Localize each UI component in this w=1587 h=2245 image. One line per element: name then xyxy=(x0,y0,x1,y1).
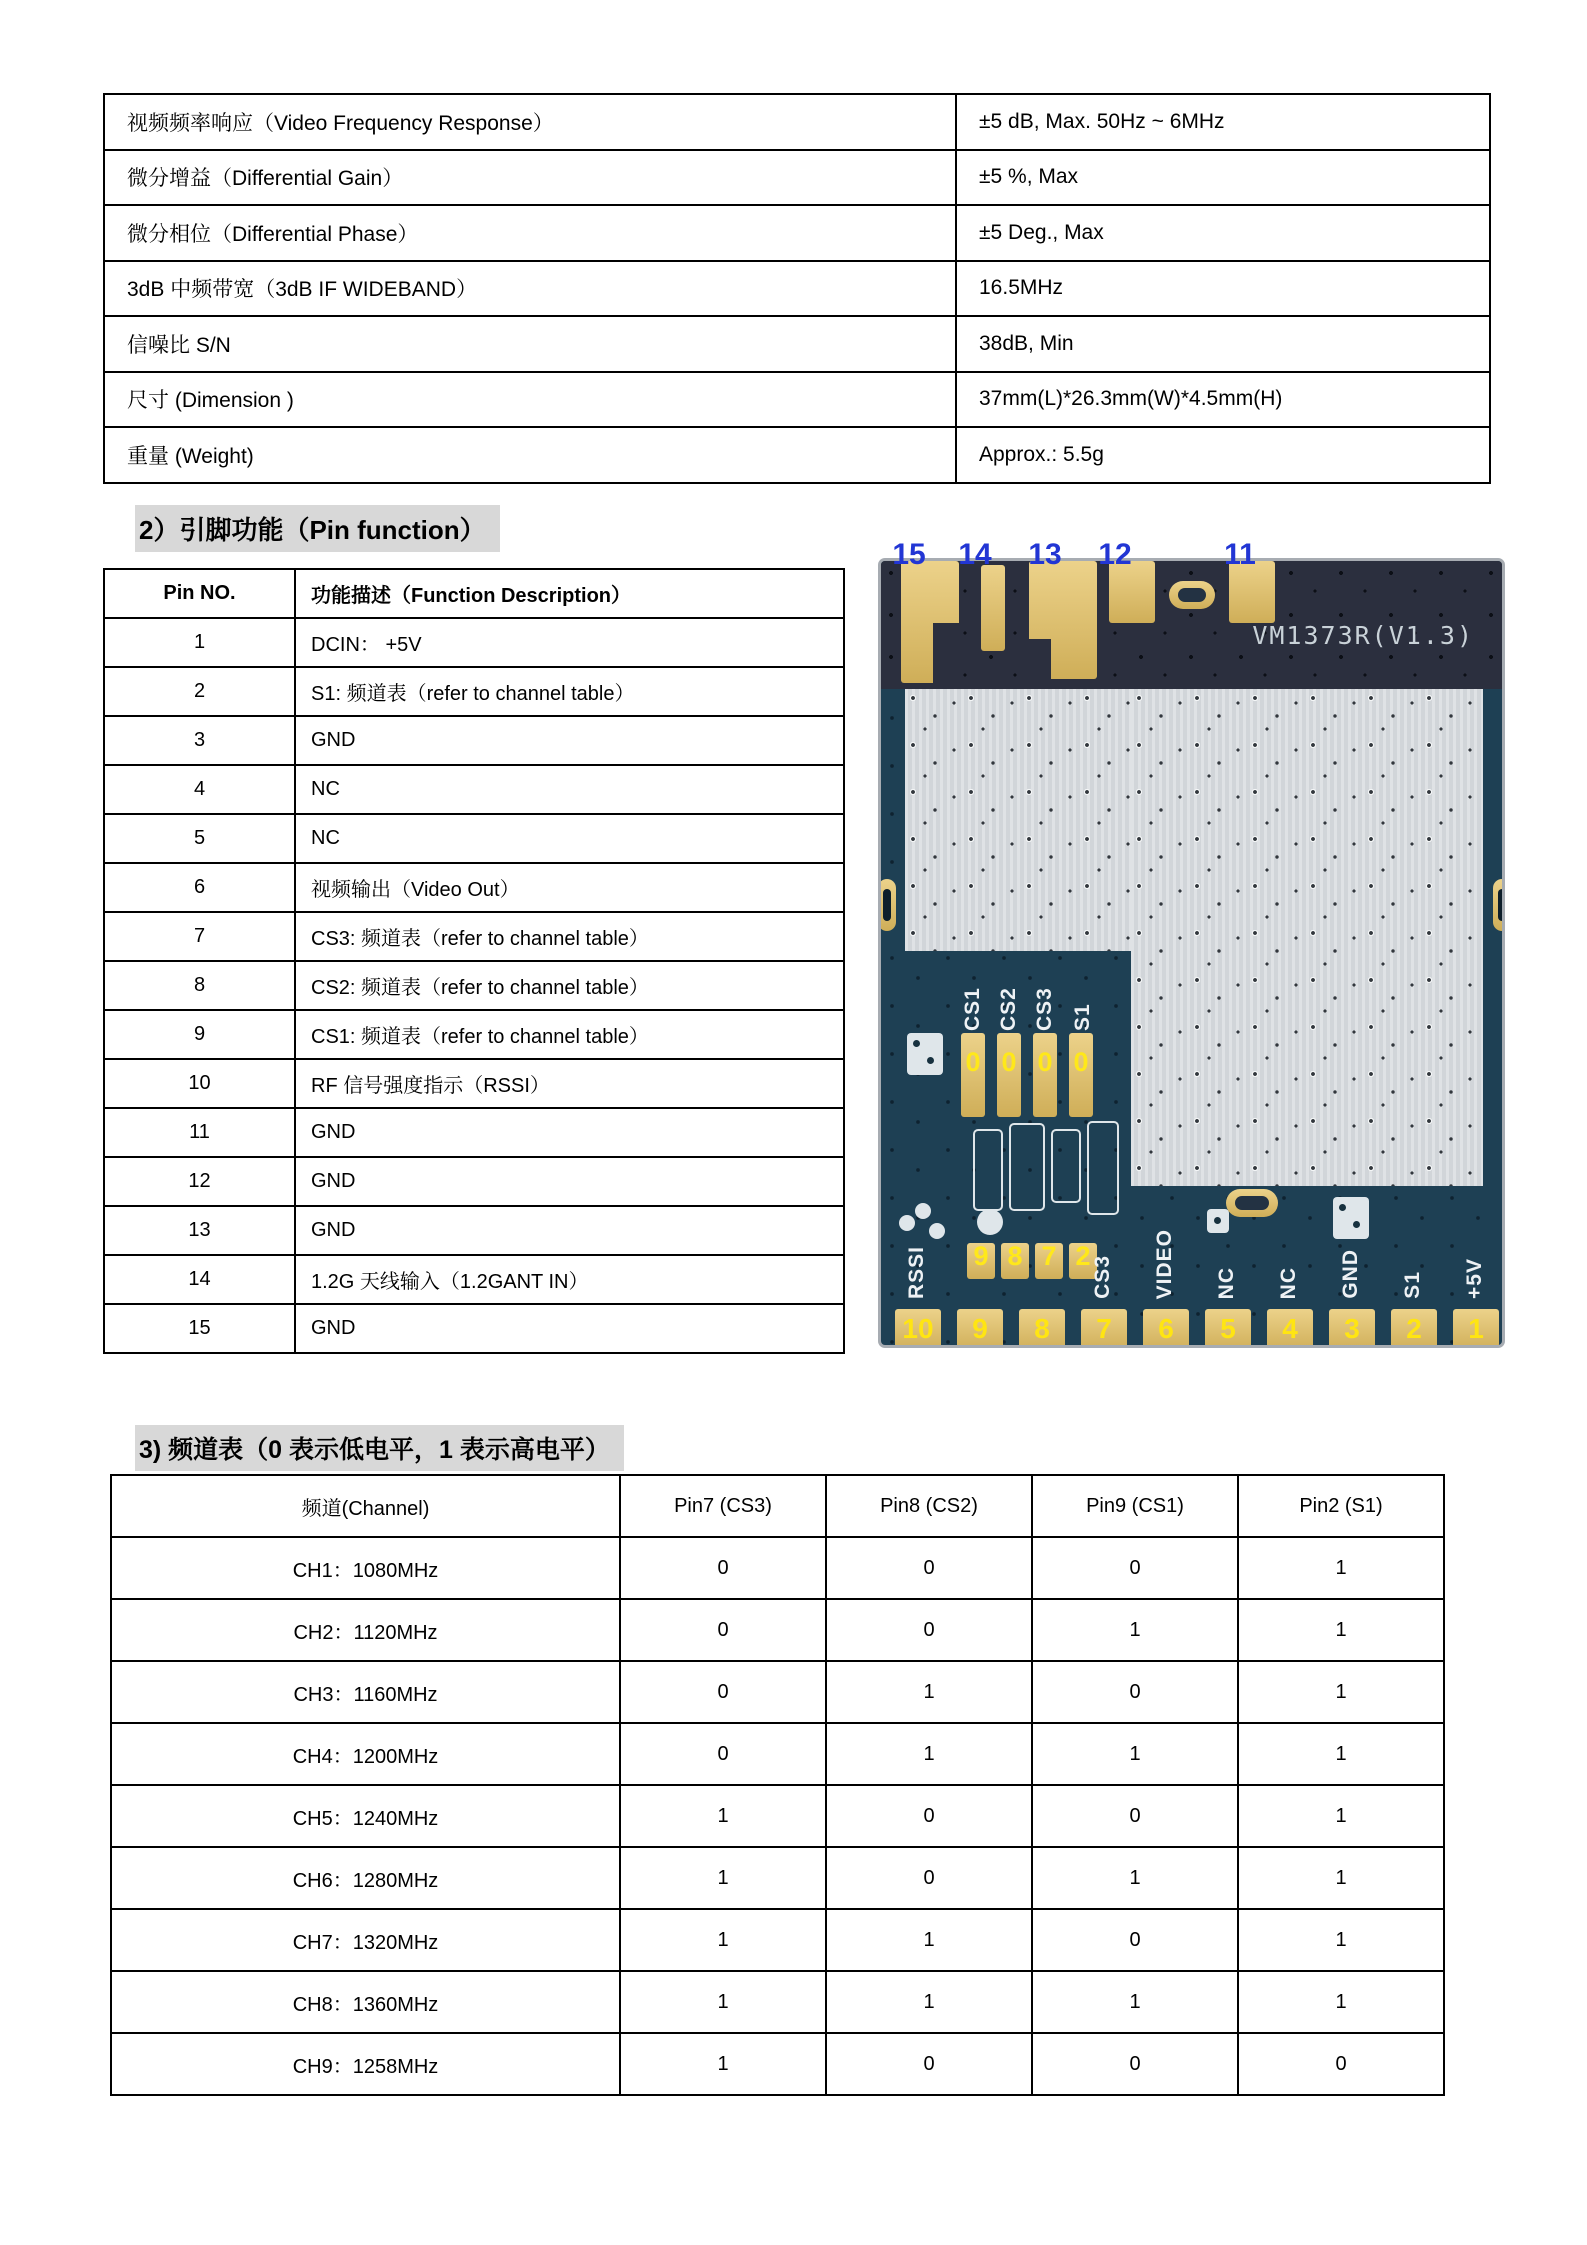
pin-no: 1 xyxy=(104,618,295,667)
top-pin-label-15: 15 xyxy=(892,538,926,571)
pcb-board xyxy=(878,558,1505,1348)
level-cell: 0 xyxy=(1032,1537,1238,1599)
pin9-header: Pin9 (CS1) xyxy=(1032,1475,1238,1537)
bottom-pad-number: 8 xyxy=(1034,1313,1050,1344)
pin-desc: GND xyxy=(295,1157,844,1206)
level-cell: 1 xyxy=(620,1909,826,1971)
channel-cell: CH5：1240MHz xyxy=(111,1785,620,1847)
table-header-row xyxy=(104,569,844,618)
pin-desc: 1.2G 天线输入（1.2GANT IN） xyxy=(295,1255,844,1304)
table-row xyxy=(104,1108,844,1157)
table-row xyxy=(111,1599,1444,1661)
right-castellation xyxy=(1493,879,1505,931)
pin-no-header: Pin NO. xyxy=(104,569,295,618)
bottom-pad-number: 3 xyxy=(1344,1313,1360,1344)
silkscreen-circle xyxy=(899,1215,915,1231)
level-cell: 0 xyxy=(1032,1909,1238,1971)
pin-desc: DCIN： +5V xyxy=(295,618,844,667)
level-cell: 1 xyxy=(1238,1785,1444,1847)
level-cell: 1 xyxy=(620,1785,826,1847)
channel-cell: CH4：1200MHz xyxy=(111,1723,620,1785)
table-row xyxy=(104,1304,844,1353)
level-cell: 1 xyxy=(1032,1599,1238,1661)
level-cell: 0 xyxy=(826,1847,1032,1909)
silkscreen-label-rssi: RSSI xyxy=(905,1245,928,1299)
pin2-header: Pin2 (S1) xyxy=(1238,1475,1444,1537)
bottom-castellation-hole xyxy=(1226,1189,1278,1217)
test-point-pad xyxy=(1333,1197,1369,1239)
bottom-pad-number: 5 xyxy=(1220,1313,1236,1344)
section-heading-channel-table: 3) 频道表（0 表示低电平，1 表示高电平） xyxy=(135,1425,624,1471)
bottom-pad-number: 9 xyxy=(972,1313,988,1344)
pin-no: 12 xyxy=(104,1157,295,1206)
pin-desc: CS2: 频道表（refer to channel table） xyxy=(295,961,844,1010)
silkscreen-label-nc-5: NC xyxy=(1215,1266,1238,1299)
top-pin-label-13: 13 xyxy=(1028,538,1062,571)
spec-value: ±5 dB, Max. 50Hz ~ 6MHz xyxy=(956,94,1490,150)
pin-no: 3 xyxy=(104,716,295,765)
table-row xyxy=(104,863,844,912)
jumper-label-8: 8 xyxy=(1007,1241,1023,1271)
table-row xyxy=(111,2033,1444,2095)
component-footprint xyxy=(1009,1123,1045,1211)
pin-no: 10 xyxy=(104,1059,295,1108)
level-cell: 1 xyxy=(620,1847,826,1909)
table-row xyxy=(104,372,1490,428)
select-value-cs1: 0 xyxy=(965,1047,981,1077)
pcb-shield-area-left xyxy=(905,689,1131,951)
table-header-row xyxy=(111,1475,1444,1537)
level-cell: 1 xyxy=(1238,1661,1444,1723)
silkscreen-circle xyxy=(977,1209,1003,1235)
level-cell: 0 xyxy=(620,1723,826,1785)
section-heading-pin-function: 2）引脚功能（Pin function） xyxy=(135,505,500,552)
bottom-pad-number: 10 xyxy=(902,1313,934,1344)
jumper-label-7: 7 xyxy=(1041,1241,1057,1271)
pin-no: 14 xyxy=(104,1255,295,1304)
table-row xyxy=(104,1010,844,1059)
pin-desc: GND xyxy=(295,1206,844,1255)
pin-desc: CS1: 频道表（refer to channel table） xyxy=(295,1010,844,1059)
level-cell: 1 xyxy=(1238,1723,1444,1785)
pin-no: 15 xyxy=(104,1304,295,1353)
level-cell: 0 xyxy=(826,1537,1032,1599)
level-cell: 0 xyxy=(826,1785,1032,1847)
component-footprint xyxy=(1051,1129,1081,1203)
left-castellation xyxy=(878,879,896,931)
select-value-s1: 0 xyxy=(1073,1047,1089,1077)
level-cell: 0 xyxy=(1032,2033,1238,2095)
component-footprint xyxy=(1087,1121,1119,1215)
silkscreen-label-cs2: CS2 xyxy=(997,987,1020,1031)
silkscreen-circle xyxy=(929,1223,945,1239)
table-row xyxy=(104,814,844,863)
level-cell: 1 xyxy=(1238,1909,1444,1971)
table-row xyxy=(104,94,1490,150)
pin-desc: RF 信号强度指示（RSSI） xyxy=(295,1059,844,1108)
silkscreen-label-s1: S1 xyxy=(1071,1003,1094,1031)
pin-no: 9 xyxy=(104,1010,295,1059)
channel-cell: CH8：1360MHz xyxy=(111,1971,620,2033)
top-pin-label-11: 11 xyxy=(1224,538,1256,571)
pin-no: 8 xyxy=(104,961,295,1010)
pin-no: 4 xyxy=(104,765,295,814)
table-row xyxy=(104,1255,844,1304)
pin-desc: NC xyxy=(295,765,844,814)
level-cell: 1 xyxy=(1238,1971,1444,2033)
jumper-label-2: 2 xyxy=(1075,1241,1091,1271)
level-cell: 0 xyxy=(1032,1661,1238,1723)
pcb-shield-area-right xyxy=(1131,689,1483,1186)
level-cell: 1 xyxy=(1032,1723,1238,1785)
spec-label: 信噪比 S/N xyxy=(104,316,956,372)
pin-no: 7 xyxy=(104,912,295,961)
silkscreen-label-cs3: CS3 xyxy=(1033,987,1056,1031)
level-cell: 1 xyxy=(1032,1847,1238,1909)
table-row xyxy=(104,765,844,814)
level-cell: 0 xyxy=(1238,2033,1444,2095)
spec-value: ±5 %, Max xyxy=(956,150,1490,206)
table-row xyxy=(111,1971,1444,2033)
pin-desc: 视频输出（Video Out） xyxy=(295,863,844,912)
silkscreen-label-video: VIDEO xyxy=(1153,1228,1176,1299)
table-row xyxy=(104,618,844,667)
table-row xyxy=(104,205,1490,261)
table-row xyxy=(104,716,844,765)
pin-no: 6 xyxy=(104,863,295,912)
function-desc-header: 功能描述（Function Description） xyxy=(295,569,844,618)
table-row xyxy=(104,427,1490,483)
test-point-pad xyxy=(907,1033,943,1075)
pin-no: 11 xyxy=(104,1108,295,1157)
channel-table xyxy=(110,1474,1445,2096)
pin-desc: GND xyxy=(295,1304,844,1353)
spec-table xyxy=(103,93,1491,484)
table-row xyxy=(111,1847,1444,1909)
pin-desc: GND xyxy=(295,1108,844,1157)
spec-label: 3dB 中频带宽（3dB IF WIDEBAND） xyxy=(104,261,956,317)
spec-label: 尺寸 (Dimension ) xyxy=(104,372,956,428)
pin-function-table xyxy=(103,568,845,1354)
table-row xyxy=(104,316,1490,372)
table-row xyxy=(111,1537,1444,1599)
pin-no: 2 xyxy=(104,667,295,716)
top-pin-label-12: 12 xyxy=(1098,538,1132,571)
bottom-pad-number: 1 xyxy=(1468,1313,1484,1344)
channel-cell: CH7：1320MHz xyxy=(111,1909,620,1971)
silkscreen-label-cs1: CS1 xyxy=(961,987,984,1031)
table-row xyxy=(104,1059,844,1108)
select-value-cs2: 0 xyxy=(1001,1047,1017,1077)
pin-desc: NC xyxy=(295,814,844,863)
channel-cell: CH1：1080MHz xyxy=(111,1537,620,1599)
spec-value: 16.5MHz xyxy=(956,261,1490,317)
bottom-pad-number: 6 xyxy=(1158,1313,1174,1344)
level-cell: 1 xyxy=(1238,1847,1444,1909)
level-cell: 0 xyxy=(1032,1785,1238,1847)
pad-14-antenna-strip xyxy=(981,565,1005,651)
spec-value: ±5 Deg., Max xyxy=(956,205,1490,261)
table-row xyxy=(111,1909,1444,1971)
level-cell: 1 xyxy=(620,1971,826,2033)
level-cell: 1 xyxy=(826,1723,1032,1785)
table-row xyxy=(104,1206,844,1255)
jumper-label-9: 9 xyxy=(973,1241,989,1271)
channel-cell: CH9：1258MHz xyxy=(111,2033,620,2095)
pad-15-notch xyxy=(933,623,959,683)
channel-header: 频道(Channel) xyxy=(111,1475,620,1537)
level-cell: 1 xyxy=(826,1661,1032,1723)
spec-value: 37mm(L)*26.3mm(W)*4.5mm(H) xyxy=(956,372,1490,428)
level-cell: 1 xyxy=(1032,1971,1238,2033)
spec-value: Approx.: 5.5g xyxy=(956,427,1490,483)
top-pin-label-14: 14 xyxy=(958,538,992,571)
level-cell: 1 xyxy=(1238,1599,1444,1661)
table-row xyxy=(104,261,1490,317)
pcb-module-photo xyxy=(878,538,1507,1350)
table-row xyxy=(111,1661,1444,1723)
silkscreen-label-s1-bottom: S1 xyxy=(1401,1271,1424,1299)
channel-cell: CH2：1120MHz xyxy=(111,1599,620,1661)
table-row xyxy=(104,1157,844,1206)
level-cell: 0 xyxy=(826,1599,1032,1661)
channel-cell: CH6：1280MHz xyxy=(111,1847,620,1909)
level-cell: 0 xyxy=(620,1537,826,1599)
silkscreen-model-text: VM1373R(V1.3) xyxy=(1252,621,1474,650)
spec-label: 视频频率响应（Video Frequency Response） xyxy=(104,94,956,150)
component-footprint xyxy=(973,1129,1003,1211)
spec-label: 重量 (Weight) xyxy=(104,427,956,483)
level-cell: 1 xyxy=(826,1971,1032,2033)
pad-13-notch xyxy=(1029,639,1051,679)
silkscreen-label-cs3-bottom: CS3 xyxy=(1091,1255,1114,1299)
pin-desc: CS3: 频道表（refer to channel table） xyxy=(295,912,844,961)
bottom-pad-number: 2 xyxy=(1406,1313,1422,1344)
table-row xyxy=(104,150,1490,206)
bottom-pad-number: 4 xyxy=(1282,1313,1298,1344)
pin-desc: S1: 频道表（refer to channel table） xyxy=(295,667,844,716)
level-cell: 0 xyxy=(620,1661,826,1723)
spec-label: 微分相位（Differential Phase） xyxy=(104,205,956,261)
pin-no: 5 xyxy=(104,814,295,863)
level-cell: 1 xyxy=(1238,1537,1444,1599)
pin-no: 13 xyxy=(104,1206,295,1255)
table-row xyxy=(104,912,844,961)
select-value-cs3: 0 xyxy=(1037,1047,1053,1077)
level-cell: 0 xyxy=(620,1599,826,1661)
table-row xyxy=(104,667,844,716)
pin-desc: GND xyxy=(295,716,844,765)
top-castellation-hole xyxy=(1169,581,1215,609)
silkscreen-label-gnd: GND xyxy=(1339,1249,1362,1299)
pin7-header: Pin7 (CS3) xyxy=(620,1475,826,1537)
level-cell: 0 xyxy=(826,2033,1032,2095)
silkscreen-label-nc-4: NC xyxy=(1277,1266,1300,1299)
pin8-header: Pin8 (CS2) xyxy=(826,1475,1032,1537)
table-row xyxy=(111,1785,1444,1847)
table-row xyxy=(111,1723,1444,1785)
level-cell: 1 xyxy=(620,2033,826,2095)
spec-label: 微分增益（Differential Gain） xyxy=(104,150,956,206)
silkscreen-label-5v: +5V xyxy=(1463,1258,1486,1299)
test-point-pad xyxy=(1207,1209,1229,1233)
level-cell: 1 xyxy=(826,1909,1032,1971)
channel-cell: CH3：1160MHz xyxy=(111,1661,620,1723)
bottom-pad-number: 7 xyxy=(1096,1313,1112,1344)
table-row xyxy=(104,961,844,1010)
silkscreen-circle xyxy=(915,1203,931,1219)
spec-value: 38dB, Min xyxy=(956,316,1490,372)
